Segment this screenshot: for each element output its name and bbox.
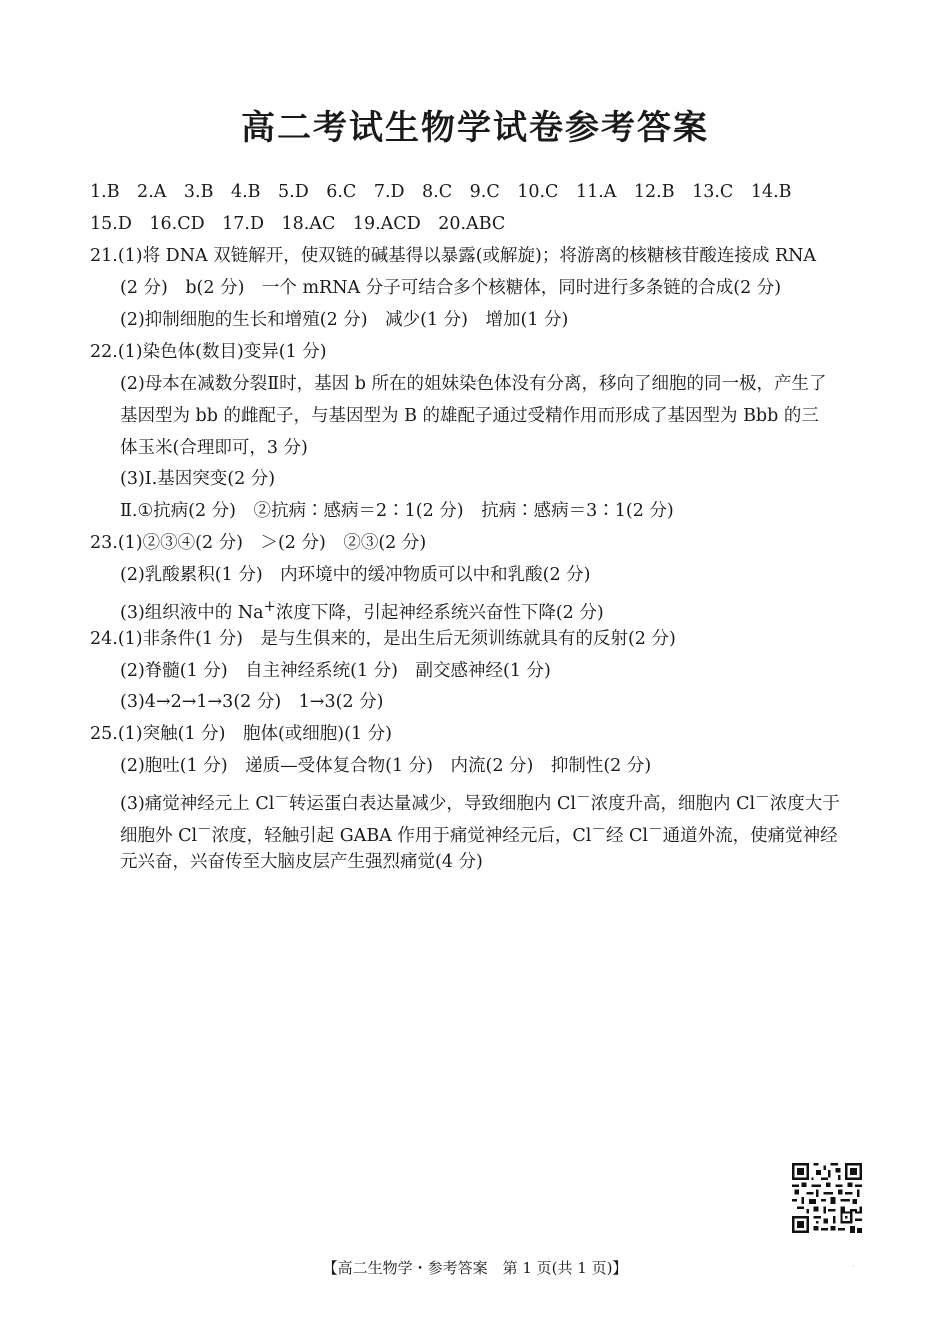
q22-line-5: (3)Ⅰ.基因突变(2 分) xyxy=(120,469,276,489)
q22-line-3: 基因型为 bb 的雌配子，与基因型为 B 的雄配子通过受精作用而形成了基因型为 Bbb 的三 xyxy=(120,406,819,426)
q25-line-5: 元兴奋，兴奋传至大脑皮层产生强烈痛觉(4 分) xyxy=(120,852,483,872)
q25-line-3-b: 转运蛋白表达量减少，导致细胞内 Cl xyxy=(288,793,576,814)
q25-line-4-d: 通道外流，使痛觉神经 xyxy=(662,825,838,846)
q24-line-2: (2)脊髓(1 分) 自主神经系统(1 分) 副交感神经(1 分) xyxy=(120,661,551,681)
q25-line-3-d: 浓度大于 xyxy=(769,793,840,814)
page-footer: 【高二生物学・参考答案 第 1 页(共 1 页)】 xyxy=(322,1259,628,1277)
choice-answers-line-2: 15.D 16.CD 17.D 18.AC 19.ACD 20.ABC xyxy=(90,214,506,234)
q25-line-1: 25.(1)突触(1 分) 胞体(或细胞)(1 分) xyxy=(90,724,392,744)
q21-line-1: 21.(1)将 DNA 双链解开，使双链的碱基得以暴露(或解旋)；将游离的核糖核苷酸连接成 RNA xyxy=(90,246,817,266)
q22-line-4: 体玉米(合理即可，3 分) xyxy=(120,438,308,458)
q25-line-2: (2)胞吐(1 分) 递质—受体复合物(1 分) 内流(2 分) 抑制性(2 分) xyxy=(120,756,652,776)
q25-line-4-b: 浓度，轻触引起 GABA 作用于痛觉神经元后，Cl xyxy=(211,825,592,846)
q25-line-4-a: 细胞外 Cl xyxy=(120,825,198,846)
qr-code-icon xyxy=(792,1163,862,1233)
q25-line-3-c: 浓度升高，细胞内 Cl xyxy=(590,793,756,814)
q25-line-3 xyxy=(120,786,840,816)
chloride-charge-superscript: － xyxy=(755,789,770,806)
chloride-charge-superscript: － xyxy=(197,821,212,838)
q22-line-6: Ⅱ.①抗病(2 分) ②抗病∶感病＝2∶1(2 分) 抗病∶感病＝3∶1(2 分) xyxy=(120,501,674,521)
q23-line-2: (2)乳酸累积(1 分) 内环境中的缓冲物质可以中和乳酸(2 分) xyxy=(120,565,591,585)
q23-line-3 xyxy=(120,595,604,625)
q24-line-3: (3)4→2→1→3(2 分) 1→3(2 分) xyxy=(120,692,384,712)
q21-line-2: (2 分) b(2 分) 一个 mRNA 分子可结合多个核糖体，同时进行多条链的合成(2 分) xyxy=(120,278,782,298)
page-title: 高二考试生物学试卷参考答案 xyxy=(241,108,709,148)
choice-answers-line-1: 1.B 2.A 3.B 4.B 5.D 6.C 7.D 8.C 9.C 10.C 11.A 12.B 13.C 14.B xyxy=(90,182,792,202)
q23-line-3-pre: (3)组织液中的 Na xyxy=(120,602,264,623)
q25-line-4-c: 经 Cl xyxy=(605,825,649,846)
chloride-charge-superscript: － xyxy=(575,789,591,806)
chloride-charge-superscript: － xyxy=(648,821,663,838)
q25-line-4 xyxy=(120,818,838,848)
q24-line-1: 24.(1)非条件(1 分) 是与生俱来的，是出生后无须训练就具有的反射(2 分) xyxy=(90,629,676,649)
page-corner-mark: · xyxy=(852,1262,855,1271)
sodium-charge-superscript: + xyxy=(263,598,276,615)
q23-line-1: 23.(1)②③④(2 分) ＞(2 分) ②③(2 分) xyxy=(90,533,427,553)
chloride-charge-superscript: － xyxy=(274,789,289,806)
q22-line-2: (2)母本在减数分裂Ⅱ时，基因 b 所在的姐妹染色体没有分离，移向了细胞的同一极，产生了 xyxy=(120,374,827,394)
q23-line-3-post: 浓度下降，引起神经系统兴奋性下降(2 分) xyxy=(275,602,604,623)
chloride-charge-superscript: － xyxy=(591,821,606,838)
q22-line-1: 22.(1)染色体(数目)变异(1 分) xyxy=(90,342,327,362)
q25-line-3-a: (3)痛觉神经元上 Cl xyxy=(120,793,275,814)
q21-line-3: (2)抑制细胞的生长和增殖(2 分) 减少(1 分) 增加(1 分) xyxy=(120,310,569,330)
